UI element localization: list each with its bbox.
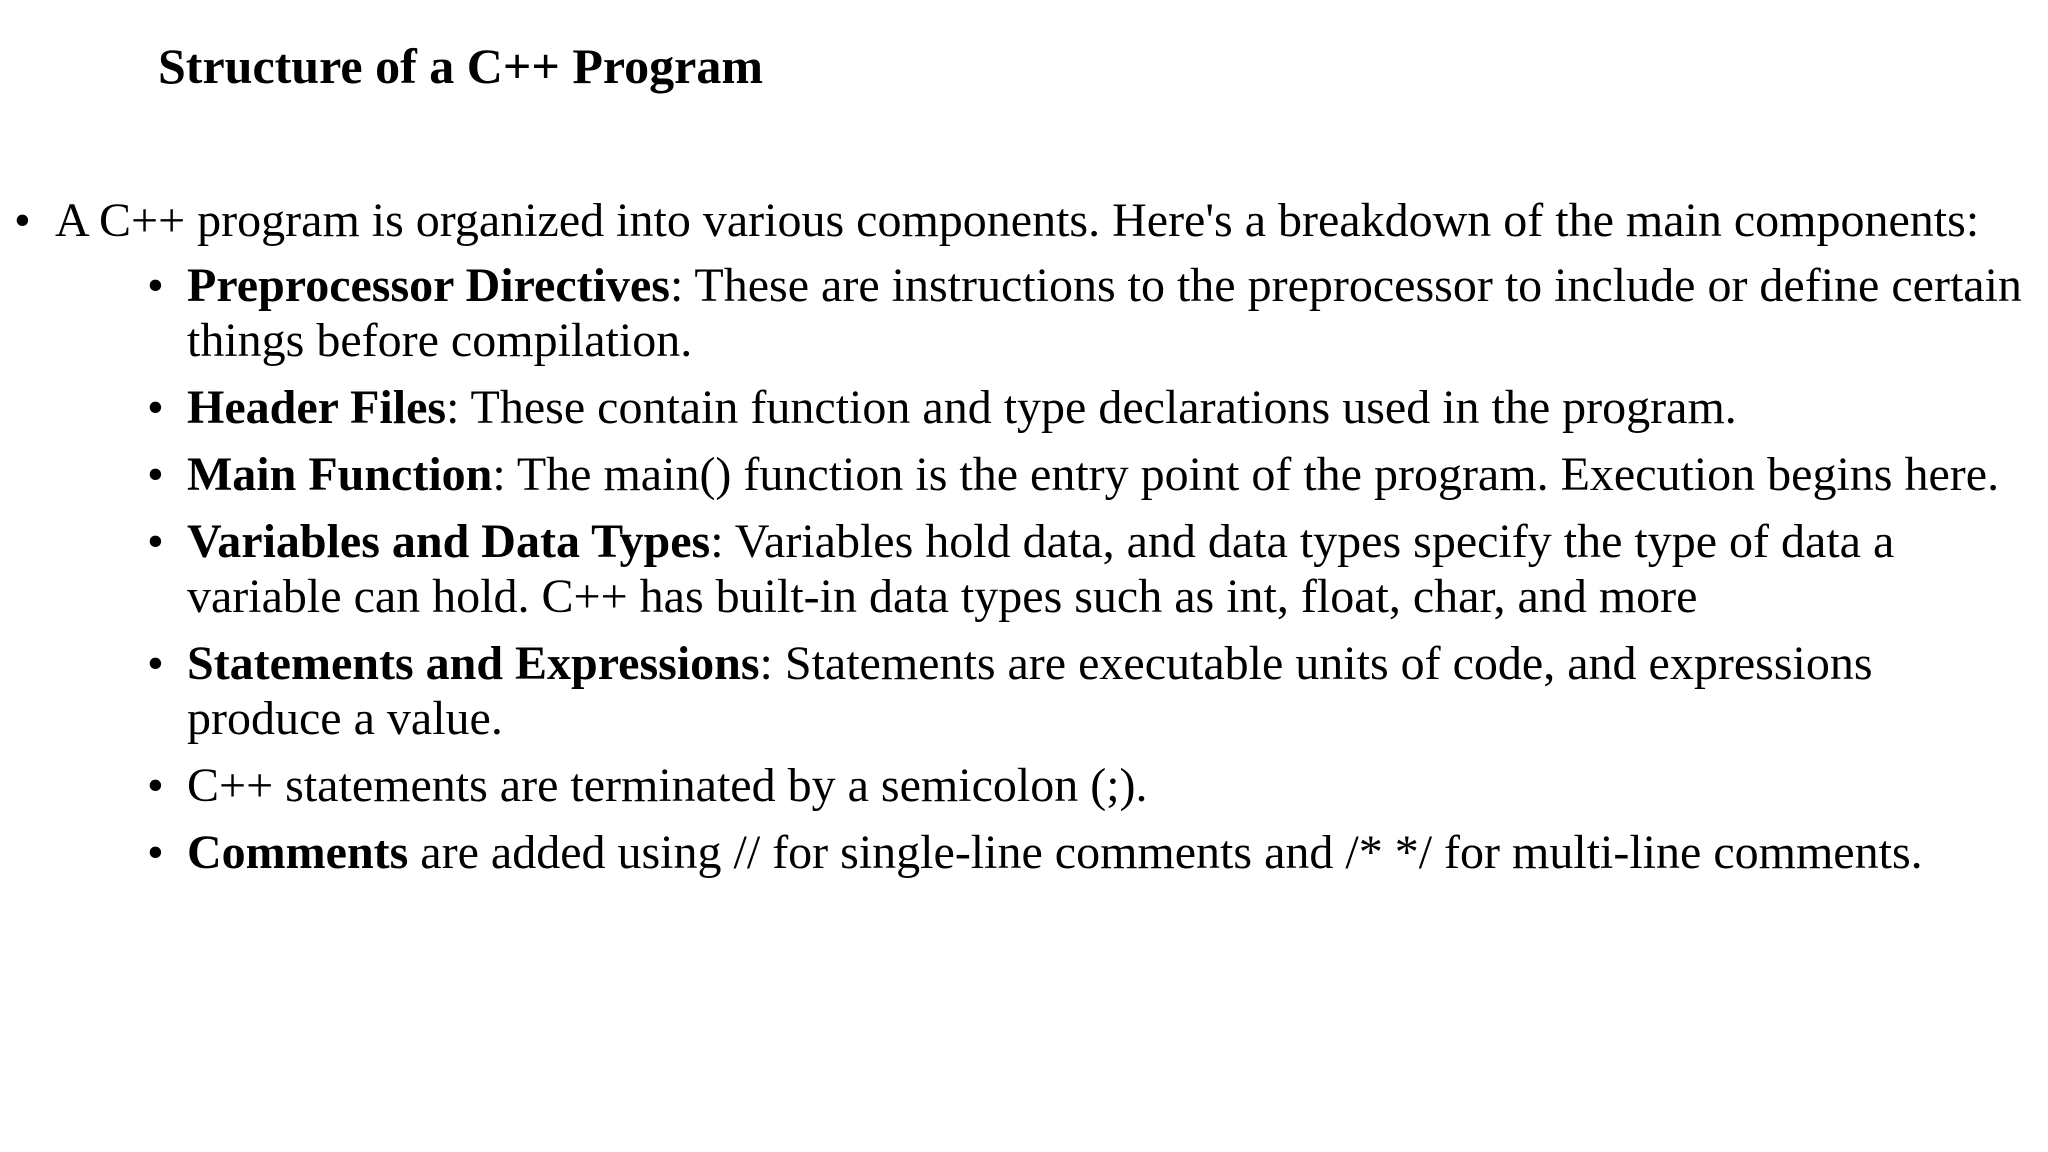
item-description: : Statements are executable units of code, and expressions produce a value.: [187, 637, 1873, 745]
item-description: : Variables hold data, and data types specify the type of data a variable can hold. C++ has built-in data types such as int, float, char, and more: [187, 515, 1895, 623]
slide-content: [0, 193, 2030, 892]
bullet-icon: •: [147, 637, 164, 690]
list-item-variables-and-data-types: [55, 514, 2030, 624]
list-item-main-function: [55, 447, 2030, 502]
bullet-icon: •: [147, 381, 164, 434]
intro-bullet-item: [0, 193, 2030, 880]
term-label: Header Files: [187, 381, 447, 434]
item-description: : These are instructions to the preprocessor to include or define certain things before compilation.: [187, 259, 2022, 367]
term-label: Comments: [187, 826, 409, 879]
list-item-comments: [55, 825, 2030, 880]
list-item-semicolon-termination: [55, 758, 2030, 813]
term-label: Main Function: [187, 448, 493, 501]
bullet-icon: •: [147, 515, 164, 568]
list-item-statements-and-expressions: [55, 636, 2030, 746]
bullet-icon: •: [147, 826, 164, 879]
list-item-preprocessor-directives: [55, 258, 2030, 368]
term-label: Variables and Data Types: [187, 515, 711, 568]
item-description: are added using // for single-line comments and /* */ for multi-line comments.: [408, 826, 1923, 879]
bullet-icon: •: [147, 259, 164, 312]
bullet-icon: •: [14, 194, 31, 247]
item-description: C++ statements are terminated by a semicolon (;).: [187, 759, 1148, 812]
intro-text: A C++ program is organized into various components. Here's a breakdown of the main components:: [55, 194, 1980, 247]
term-label: Preprocessor Directives: [187, 259, 670, 312]
term-label: Statements and Expressions: [187, 637, 760, 690]
item-description: : The main() function is the entry point of the program. Execution begins here.: [492, 448, 2000, 501]
item-description: : These contain function and type declarations used in the program.: [446, 381, 1737, 434]
list-item-header-files: [55, 380, 2030, 435]
components-list: [55, 258, 2030, 880]
bullet-icon: •: [147, 448, 164, 501]
slide-title: Structure of a C++ Program: [158, 38, 764, 94]
bullet-icon: •: [147, 759, 164, 812]
